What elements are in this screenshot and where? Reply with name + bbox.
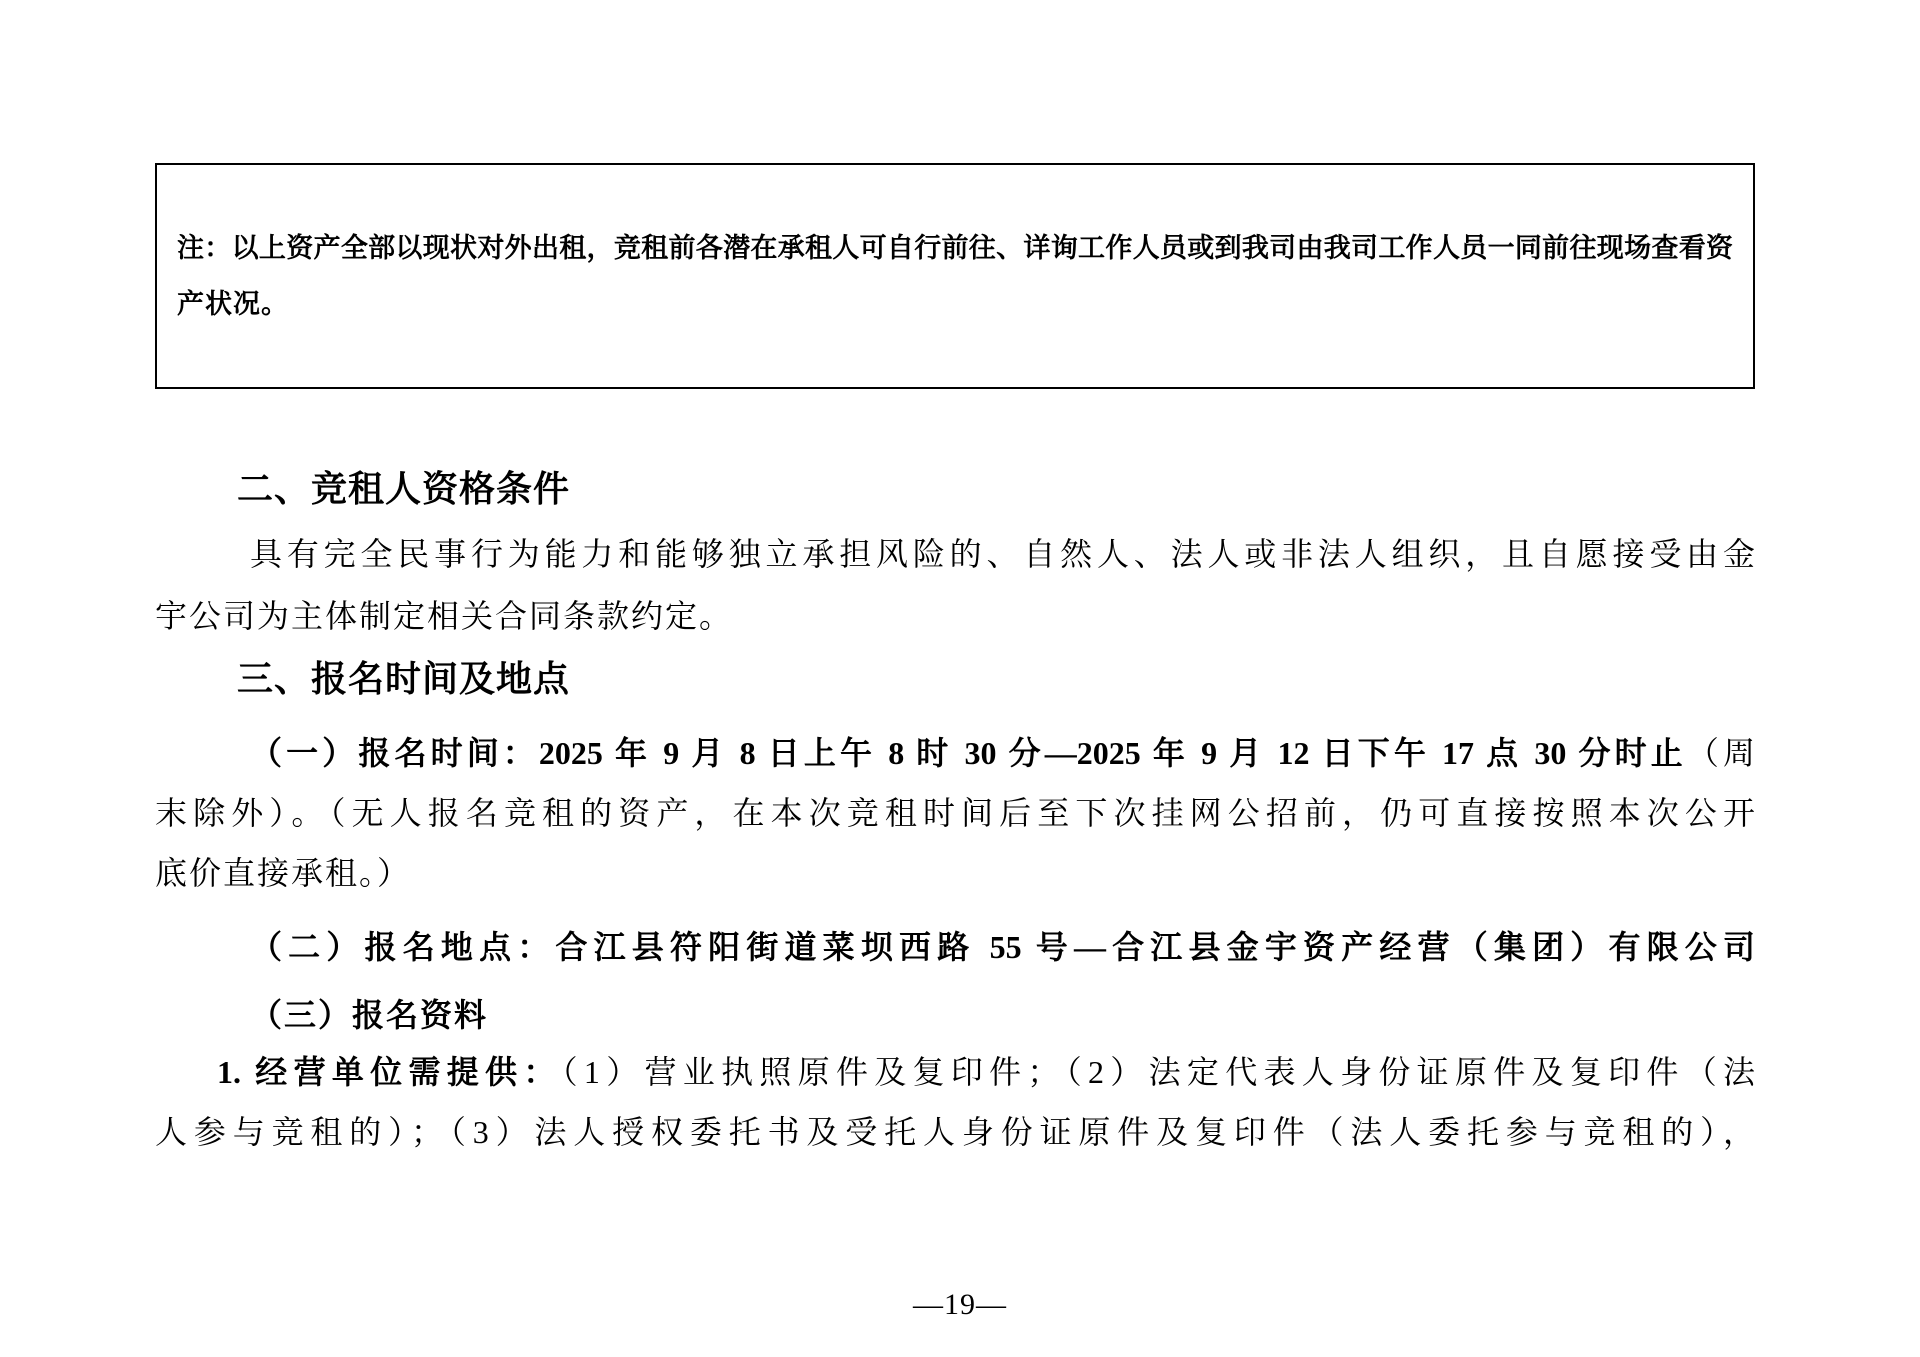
registration-time-line-1 bbox=[155, 723, 1755, 783]
business-unit-line-2: 人参与竞租的）；（3）法人授权委托书及受托人身份证原件及复印件（法人委托参与竞租的）， bbox=[155, 1114, 1755, 1150]
business-unit-bold-label: 1. 经营单位需提供： bbox=[217, 1054, 562, 1090]
registration-materials-line: （三）报名资料 bbox=[250, 997, 489, 1033]
registration-time-regular-segment: （周 bbox=[1686, 735, 1755, 771]
section-2-heading: 二、竞租人资格条件 bbox=[237, 468, 571, 509]
registration-time-line-2: 末除外）。（无人报名竞租的资产，在本次竞租时间后至下次挂网公招前，仍可直接按照本次公开 bbox=[155, 795, 1755, 831]
note-text-line-1: 注：以上资产全部以现状对外出租，竞租前各潜在承租人可自行前往、详询工作人员或到我司由我司工作人员一同前往现场查看资 bbox=[177, 233, 1733, 263]
registration-time-line-3: 底价直接承租。） bbox=[155, 855, 412, 891]
note-text bbox=[177, 220, 1733, 332]
registration-time-paragraph bbox=[155, 723, 1755, 903]
section-2-paragraph-line-1: 具有完全民事行为能力和能够独立承担风险的、自然人、法人或非法人组织，且自愿接受由金 bbox=[250, 536, 1755, 572]
note-box bbox=[155, 163, 1755, 389]
registration-place-line: （二）报名地点：合江县符阳街道菜坝西路 55 号—合江县金宇资产经营（集团）有限公司 bbox=[250, 929, 1755, 965]
business-unit-line-1 bbox=[155, 1042, 1755, 1102]
page-number: —19— bbox=[913, 1288, 1007, 1321]
section-2-paragraph-line-2: 宇公司为主体制定相关合同条款约定。 bbox=[155, 598, 734, 634]
registration-place-paragraph bbox=[155, 917, 1755, 977]
note-text-line-2: 产状况。 bbox=[177, 289, 289, 319]
business-unit-paragraph bbox=[155, 1042, 1755, 1162]
registration-time-bold-segment: （一）报名时间：2025 年 9 月 8 日上午 8 时 30 分—2025 年 9 月 12 日下午 17 点 30 分时止 bbox=[250, 735, 1687, 771]
business-unit-regular-segment: （1）营业执照原件及复印件；（2）法定代表人身份证原件及复印件（法 bbox=[561, 1054, 1755, 1090]
registration-materials-heading bbox=[155, 985, 1755, 1045]
section-3-heading: 三、报名时间及地点 bbox=[237, 658, 571, 699]
section-2-paragraph bbox=[155, 523, 1755, 647]
